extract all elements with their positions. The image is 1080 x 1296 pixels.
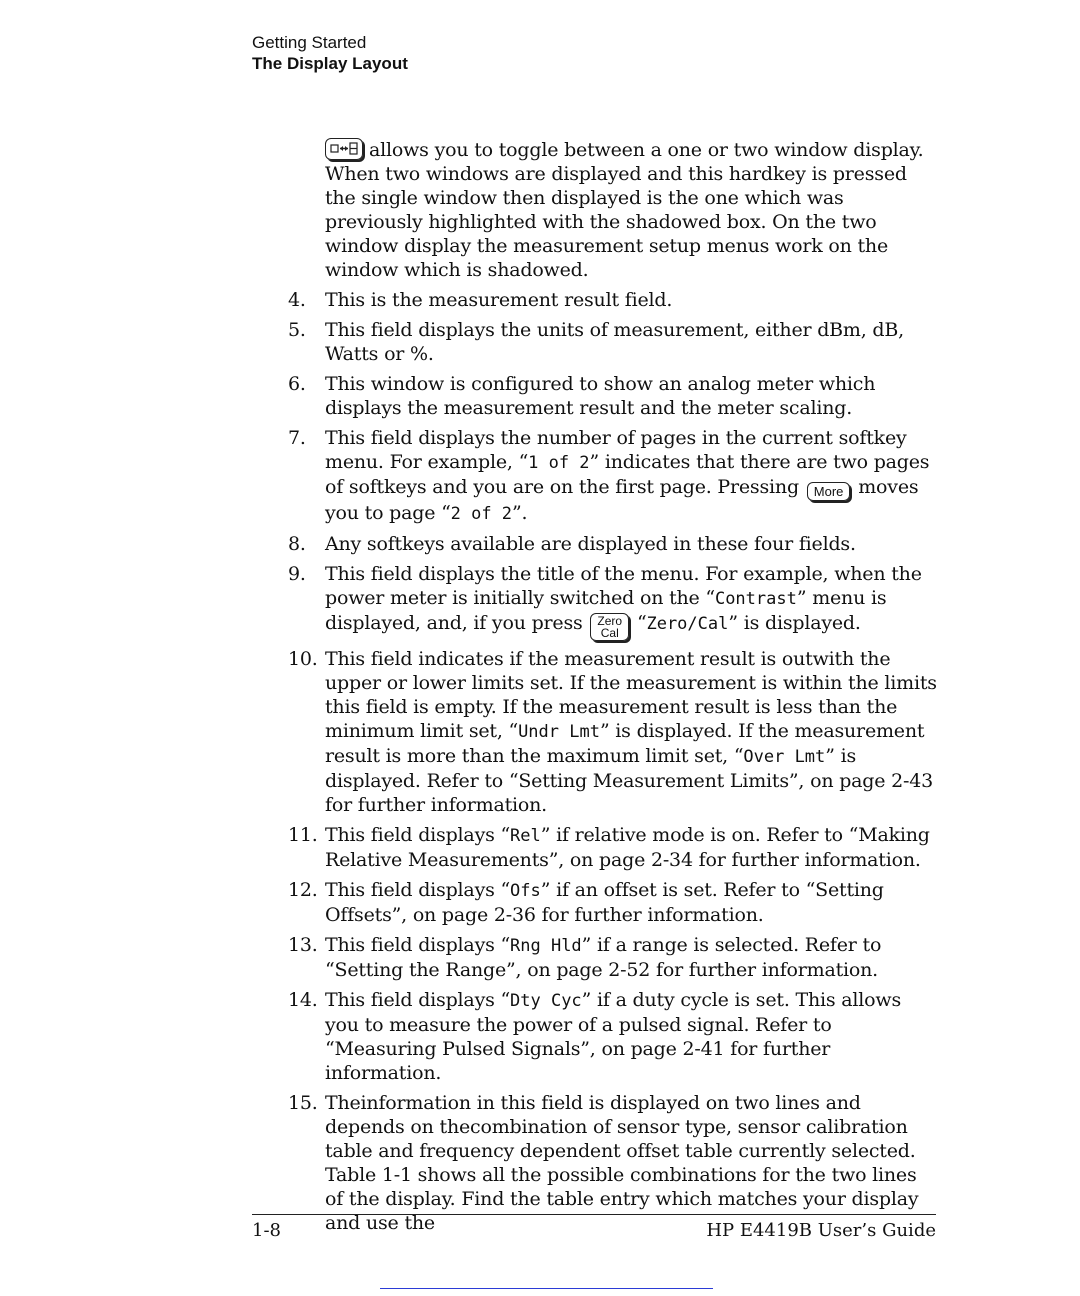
code-text: Contrast — [714, 589, 797, 609]
item-number: 8. — [288, 533, 306, 555]
list-item — [288, 933, 940, 982]
item-text: This field displays the title of the menu. For example, when the power meter is initially switched on the “Contrast” menu is displayed, and, if you press Zero Cal “Zero/Cal” is displayed. — [325, 563, 922, 640]
item-number: 4. — [288, 289, 306, 311]
code-text: 1 of 2 — [528, 453, 590, 473]
page-number: 1-8 — [252, 1220, 281, 1241]
list-item — [288, 562, 940, 641]
code-text: Undr Lmt — [518, 722, 600, 742]
code-text: Zero/Cal — [646, 614, 729, 634]
item-number: 14. — [288, 989, 318, 1011]
page-body — [288, 138, 940, 1241]
code-text: Over Lmt — [743, 747, 826, 767]
list-item — [288, 532, 940, 556]
item-text: This window is configured to show an analog meter which displays the measurement result and the meter scaling. — [325, 373, 876, 419]
item-number: 7. — [288, 427, 306, 449]
intro-text: allows you to toggle between a one or two window display. When two windows are displayed and this hardkey is pressed the single window then displayed is the one which was previously highlighted with the shadowed box. On the two window display the measurement setup menus work on the window which is shadowed. — [325, 139, 924, 281]
code-text: Dty Cyc — [510, 991, 582, 1011]
item-number: 6. — [288, 373, 306, 395]
item-number: 11. — [288, 824, 318, 846]
window-toggle-key-icon — [325, 138, 363, 160]
list-item — [288, 288, 940, 312]
item-text: This field displays “Ofs” if an offset is set. Refer to “Setting Offsets”, on page 2-36 for further information. — [325, 879, 884, 926]
item-text: This field displays the units of measurement, either dBm, dB, Watts or %. — [325, 319, 904, 365]
header-section: Getting Started — [252, 33, 367, 52]
link-underline — [380, 1288, 713, 1289]
item-number: 13. — [288, 934, 318, 956]
list-item — [288, 823, 940, 872]
list-item — [288, 372, 940, 420]
item-text: This field indicates if the measurement result is outwith the upper or lower limits set. If the measurement is within the limits this field is empty. If the measurement result is less than the minimum limit set, “Undr Lmt” is displayed. If the measurement result is more than the maximum limit set, “Over Lmt” is displayed. Refer to “Setting Measurement Limits”, on page 2-43 for further information. — [325, 648, 937, 816]
code-text: 2 of 2 — [450, 504, 513, 524]
item-text: This field displays “Dty Cyc” if a duty cycle is set. This allows you to measure the power of a pulsed signal. Refer to “Measuring Pulsed Signals”, on page 2-41 for further information. — [325, 989, 902, 1084]
document-title: HP E4419B User’s Guide — [706, 1220, 936, 1241]
item-number: 9. — [288, 563, 306, 585]
running-header — [252, 32, 408, 74]
item-text: This is the measurement result field. — [325, 289, 673, 311]
item-number: 10. — [288, 648, 318, 670]
more-key: More — [807, 482, 851, 501]
item-text: Theinformation in this field is displayed on two lines and depends on thecombination of sensor type, sensor calibration table and frequency dependent offset table currently selected. Table 1-1 shows all the possible combinations for the two lines of the display. Find the table entry which matches your display and use the — [325, 1092, 919, 1234]
code-text: Ofs — [510, 881, 541, 901]
item-text: This field displays “Rng Hld” if a range is selected. Refer to “Setting the Range”, on page 2-52 for further information. — [325, 934, 882, 981]
footer-rule — [252, 1214, 936, 1215]
item-text: This field displays the number of pages in the current softkey menu. For example, “1 of 2” indicates that there are two pages of softkeys and you are on the first page. Pressing More moves you to page “2 of 2”. — [325, 427, 930, 524]
list-item — [288, 426, 940, 526]
header-subsection: The Display Layout — [252, 54, 408, 73]
code-text: Rng Hld — [510, 936, 582, 956]
list-item — [288, 647, 940, 817]
item-number: 15. — [288, 1092, 318, 1114]
item-number: 5. — [288, 319, 306, 341]
item-text: This field displays “Rel” if relative mode is on. Refer to “Making Relative Measurements”, on page 2-34 for further information. — [325, 824, 930, 871]
list-item — [288, 988, 940, 1085]
intro-paragraph — [325, 138, 940, 282]
code-text: Rel — [510, 826, 541, 846]
item-number: 12. — [288, 879, 318, 901]
zero-cal-key: Zero Cal — [590, 613, 629, 641]
item-text: Any softkeys available are displayed in these four fields. — [325, 533, 856, 555]
list-item — [288, 878, 940, 927]
list-item — [288, 318, 940, 366]
